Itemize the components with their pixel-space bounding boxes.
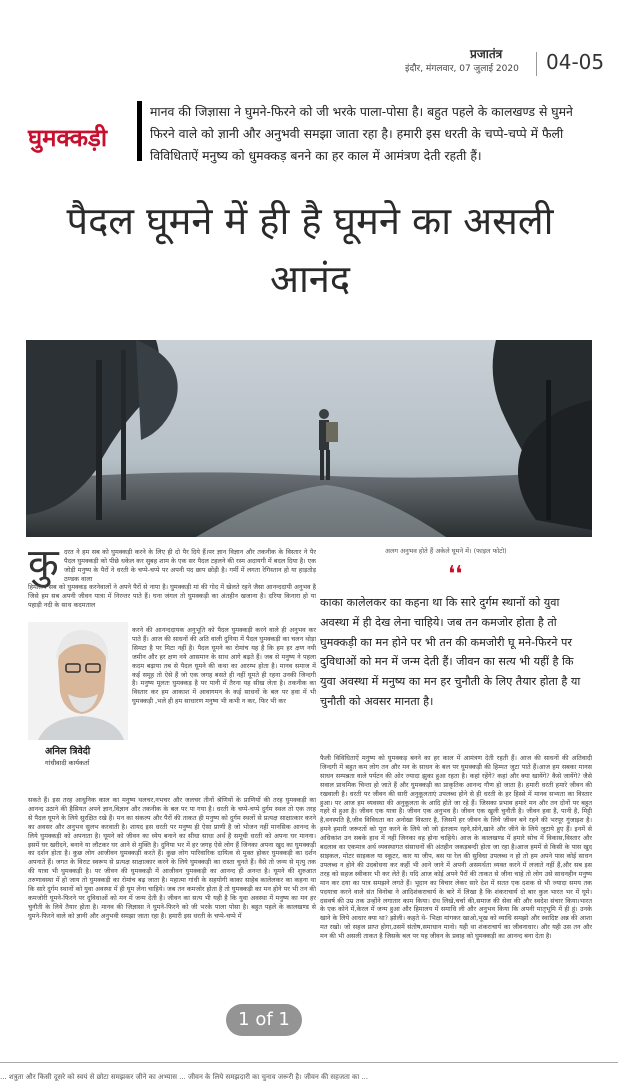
foggy-forest-hiker-photo [26, 340, 592, 537]
column-tag: घुमक्कड़ी [28, 124, 108, 152]
page-header [0, 0, 618, 82]
article-paragraph: फैली विविधिताऐं मनुष्य को घुमक्कड़ बनने का हर काल में आमंत्रण देती रहती हैं। आज की साधनों की अतिवादी जिन्दगी में बहुत कम लोग तन और मन के साधन के बल पर घुमक्कड़ी की हिम्मत जुटा पाते हैं।आज हम सबका मानस साधन सम्पन्नता वाले पर्यटन की ओर ज्यादा झुका हुआ रहता है। कहां रहेंगे? कहां और क्या खायेंगे? कैसे जायेंगे? जैसे सवाल प्राथमिक चिन्ता हो जाते हैं और घुमक्कड़ी का प्राकृतिक आनन्द गौण हो जाता है। हमारी धरती हमारे जीवन की रखवाली है। धरती पर जीवन की सारी अनुकूलताएं उपलब्ध होने से ही धरती के हर हिस्से में मानव सभ्यता का विस्तार हुआ। पर आज हम व्यवस्था की अनुकूलता के आदि होते जा रहे हैं। जिसका प्रभाव हमारे मन और तन दोनों पर बहुत गहरे से हुआ है। जीवन एक यात्रा है। जीवन एक अनुभव है। जीवन एक खुली चुनौती है। जीवन हवा है, पानी है, मिट्टी है,वनस्पति है,जीव विविधता का अनोखा विस्तार है, जिसमें हर जीवन के लिये जीवन बने रहने की भरपूर गुंजाइश है। हमने हमारी जरूरतों को पूरा करने के लिये जो जो इंतजाम रहने,सोने,खाने और जीने के लिये जुटाये हुए हैं। इनमें से अधिकांश उन सबके हाथ में नहीं जिनका वह होना चाहिये। आज के कालखण्ड में हमारे सोच में विकास,विस्तार और बदलाव का एकमात्र अर्थ व्यवस्थागत संसाधनों की अंतहीन जकड़बन्दी होता जा रहा है।आज हममें से किसी के पास खुद साइकल, मोटर साइकल या स्कूटर, कार या जीप, बस या रेल की सुविधा उपलब्ध न हो तो हम अपने पास कोई साधन उपलब्ध न होने की उदबोधना कर कहीं भी आने जाने में अपनी असमर्थता व्यक्त करने में लजाते नहीं हैं,और सब इस तरह को सहज स्वीकार भी कर लेते हैं। यदि आज कोई अपने पैरों की ताकत से जीना चाहे तो लोग उसे साधनहीन मनुष्य मान कर दया का पात्र समझने लगते हैं। भूदान का विचार लेकर सारे देश में सतत एक दशक से भी ज्यादा समय तक पदयात्रा करने वाले संत विनोबा ने आदिशंकराचार्य के बारे में लिखा है कि शंकराचार्य दो बार कुल भारत भर में घूमे। दसवर्ष की उम्र तक उन्होंने लगातार काम किया। ग्रंथ लिखे,चर्चा की,समाज की सेवा की और स्वदेश संचार किया।भारत के एक कोने में,केरल में जन्म हुआ और हिमालय में समाधि ली और अनुभव किया कि अपनी मातृभूमि में ही हूं। उनके खाने के लिये आधार क्या था? झोली। कहते थे- भिक्षा मांगकर खाओ,भूख को व्याधि समझो और स्वादिष्ट अन्न की आशा मत रखो। जो सहज प्राप्त होगा,उसमें संतोष,समाधान मानो। यही था शंकराचार्य का जीवनाधार। और यही उस तन और मन की भी असली ताकत है जिसके बल पर यह जीवन के प्रवाह को घुमक्कड़ी का आनन्द बना देता है। [320, 754, 592, 941]
next-page-strip: ... शत्रुता और किसी दूसरे को स्वयं से छोटा समझकर जीने का अभ्यास ... जीवन के लिये समझदारी का चुनाव जरूरी है। जीवन की सहजता का ... [0, 1073, 369, 1081]
footer-divider [0, 1062, 618, 1063]
article-paragraph: करने की आनन्ददायक अनुभूति को पैदल घुमक्कड़ी करने वाले ही अनुभव कर पाते हैं। आज की साधनों की अति वाली दुनिया में पैदल घुमक्कड़ी का चलन थोड़ा सिमटा है पर मिटा नहीं है। पैदल घूमने का रोमांच यह है कि हम हर क्षण नयी जमीन और हर क्षण नये आसमान के साथ आगे बढ़ते हैं। जब से मनुष्य ने पहला कदम बढ़ाया तब से पैदल घूमने की कथा का आरम्भ होता है। मानव समाज में कई समूह तो ऐसे हैं जो एक जगह बसते ही नहीं घूमते ही रहना उनकी जिन्दगी है। मनुष्य मूलतः घुमक्कड़ है पर पानी में तैरना यह सीख लेता है। तकनीक का विस्तार कर हम आकाश में आवागमन के कई साधनों के बल पर हवा में भी घुमक्कड़ी ,भले ही हम साधारण मनुष्य भी कभी न कर, फिर भी कर [132, 626, 316, 706]
headline: पैदल घूमने में ही है घूमने का असली आनंद [66, 199, 554, 301]
quote-mark-icon: ❛❛ [448, 562, 463, 587]
article-photo [26, 340, 592, 537]
intro-bar [137, 101, 142, 161]
pull-quote: काका कालेलकर का कहना था कि सारे दुर्गम स्थानों को युवा अवस्था में ही देख लेना चाहिये। जब तन कमजोर होता है तो घुमक्कड़ी का मन होने पर भी तन की कमजोरी घू मने-फिरने पर दुविधाओं को मन में जन्म देती हैं। जीवन का सत्य भी यहीं है कि युवा अवस्था में मनुष्य का मन हर चुनौती के लिए तैयार होता है या चुनौती को अवसर मानता है। [320, 596, 581, 708]
photo-caption: अलग अनुभव होते हैं अकेले घूमने में। (फाइल फोटो) [385, 547, 507, 555]
header-divider [536, 52, 537, 76]
column-intro: मानव की जिज्ञासा ने घुमने-फिरने को जी भरके पाला-पोसा है। बहुत पहले के कालखण्ड से घुमने फिरने वाले को ज्ञानी और अनुभवी समझा जाता रहा है। हमारी इस धरती के चप्पे-चप्पे में फैली विविधिताऐं मनुष्य को धुमक्कड़ बनने का हर काल में आमंत्रण देती रहती हैं। [150, 104, 573, 163]
page-indicator: 1 of 1 [226, 1004, 302, 1036]
author-role: गांधीवादी कार्यकर्ता [45, 759, 90, 767]
drop-cap: कु [28, 541, 59, 587]
page-number: 04-05 [546, 50, 605, 74]
author-name: अनिल त्रिवेदी [45, 746, 91, 757]
masthead: प्रजातंत्र [470, 47, 503, 61]
article-paragraph: हिमालय सब को घुमक्कड़ करनेवालों ने अपने पैरों से नापा है। घुमक्कड़ी मां की गोद में खेलते रहने जैसा आनन्ददायी अनुभव है जिसे हम सब अपनी जीवन यात्रा में निरन्तर पाते हैं। घना जंगल तो घुमक्कड़ी का अंतहीन खजाना है। दरिया किनारा हो या पहाड़ी नदी के साथ कदमताल [28, 583, 316, 609]
dateline: इंदौर, मंगलवार, 07 जुलाई 2020 [405, 64, 519, 74]
author-portrait [28, 622, 128, 740]
article-paragraph: दरत ने हम सब को घुमक्कड़ी करने के लिए ही दो पैर दिये हैं।पर ज्ञान विज्ञान और तकनीक के विस्तार ने पैर पैदल घुमक्कड़ी को पीछे धकेल कर सुबह शाम के एक सर पैदल टहलने की रस्म अदायगी में बदल दिया है। एक जोड़ी मनुष्य के पैरों ने धरती के चप्पे-चप्पे पर अपनी पद छाप छोड़ी है। गर्मी में लगता रेगिस्तान हो या हाड़तोड़ ठण्डक वाला [64, 548, 316, 583]
article-paragraph: सकते हैं। इस तरह आधुनिक काल का मनुष्य थलचर,नभचर और जलचर तीनों श्रेणियों के प्राणियों की तरह घुमक्कड़ी का आनन्द उठाने की हैसियत अपने ज्ञान,विज्ञान और तकनीक के बल पर पा गया है। धरती के चप्पे-चप्पे दुर्गम स्थल तो एक तरह से पैदल घूमने के लिये सुरक्षित रखे हैं। मन का संकल्प और पैरों की ताकत ही मनुष्य को दुर्गम स्थलों से प्रत्यक्ष साक्षात्कार करने का अवसर और अनुभव सुलभ करवाती है। शायद इस धरती पर मनुष्य ही ऐसा प्राणी है जो भोजन नहीं मानसिक आनन्द के लिये घुमक्कड़ी को अपनाता है। घूमने को जीवन का ध्येय बनाने का सीधा साधा अर्थ है समूची धरती को अपना घर मानना। इसमें घर खरीदने, बनाने या लौटकर घर आने से मुक्ति है। दुनिया भर में हर जगह ऐसे लोग हैं जिनका अपना खुद का घुमक्कड़ी का दर्शन होता है। कुछ लोग आजीवन घुमक्कड़ी करते हैं। कुछ लोग पारिवारिक दायित्व से मुक्त होकर घुमक्कड़ी का दर्शन अपनाते हैं। जगत के विराट स्वरूप से प्रत्यक्ष साक्षात्कार करने के लिये घुमक्कड़ी का रास्ता चुनते हैं। वैसे तो जन्म से मृत्यु तक की यात्रा भी घुमक्कड़ी है। पर जीवन की घुमक्कड़ी में आजीवन घुमक्कड़ी का आनन्द ही अनन्त है। घूमने की शुरुआत तरुणावस्था में हो जाय तो घुमक्कड़ी का रोमांच बढ़ जाता है। महात्मा गांधी के सहयोगी काका साहेब कालेलकर का कहना था कि सारे दुर्गम स्थानों को युवा अवस्था में ही घूम लेना चाहिये। जब तन कमजोर होता है तो घुमक्कड़ी का मन होने पर भी तन की कमजोरी घूमने-फिरने पर दुविधाओं को मन में जन्म देती है। जीवन का सत्य भी यही है कि युवा अवस्था में मनुष्य का मन हर चुनौती के लिये तैयार होता है। मानव की जिज्ञासा ने घुमने-फिरने को जी भरके पाला पोसा है। बहुत पहले के कालखण्ड से घुमने-फिरने वाले को ज्ञानी और अनुभवी समझा जाता रहा है। हमारी इस धरती के चप्पे-चप्पे में [28, 796, 316, 920]
